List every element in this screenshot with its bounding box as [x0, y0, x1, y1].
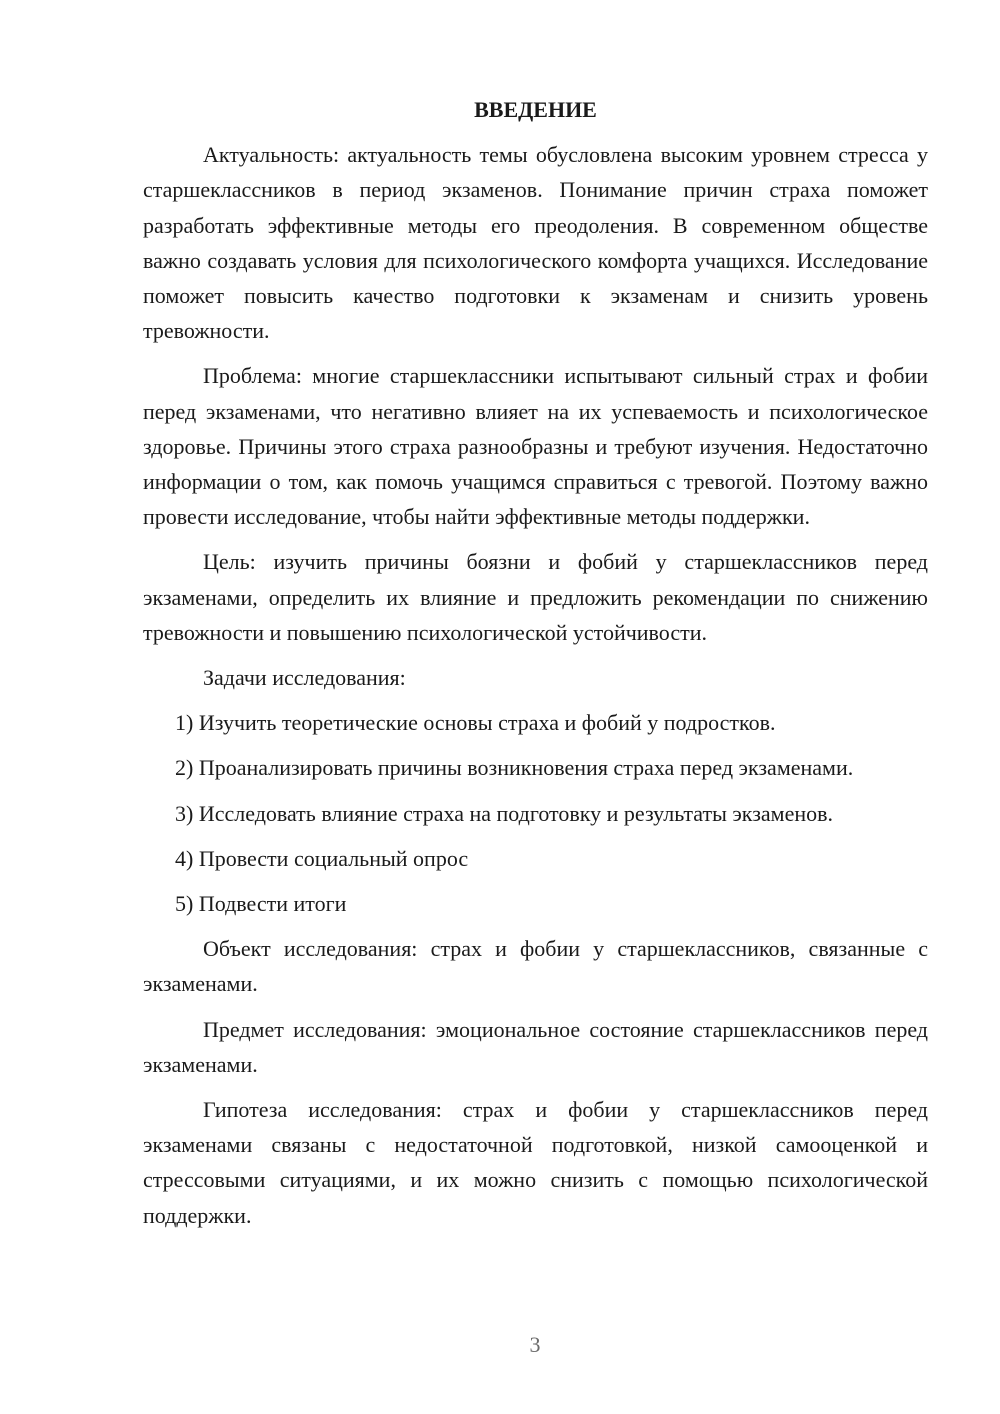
page-content [143, 92, 928, 1243]
task-item-2: 2) Проанализировать причины возникновения страха перед экзаменами. [175, 755, 854, 781]
paragraph-hypothesis: Гипотеза исследования: страх и фобии у старшеклассников перед экзаменами связаны с недостаточной подготовкой, низкой самооценкой и стрессовыми ситуациями, и их можно снизить с помощью психологической поддержки. [143, 1097, 928, 1228]
paragraph-object: Объект исследования: страх и фобии у старшеклассников, связанные с экзаменами. [143, 936, 928, 997]
paragraph-problem: Проблема: многие старшеклассники испытывают сильный страх и фобии перед экзаменами, что негативно влияет на их успеваемость и психологическое здоровье. Причины этого страха разнообразны и требуют изучения. Недостаточно информации о том, как помочь учащимся справиться с тревогой. Поэтому важно провести исследование, чтобы найти эффективные методы поддержки. [143, 363, 928, 530]
paragraph-goal: Цель: изучить причины боязни и фобий у старшеклассников перед экзаменами, определить их влияние и предложить рекомендации по снижению тревожности и повышению психологической устойчивости. [143, 549, 928, 645]
section-title: ВВЕДЕНИЕ [474, 97, 597, 122]
paragraph-relevance: Актуальность: актуальность темы обусловлена высоким уровнем стресса у старшеклассников в период экзаменов. Понимание причин страха поможет разработать эффективные методы его преодоления. В современном обществе важно создавать условия для психологического комфорта учащихся. Исследование поможет повысить качество подготовки к экзаменам и снизить уровень тревожности. [143, 142, 928, 344]
task-item-1: 1) Изучить теоретические основы страха и фобий у подростков. [175, 710, 776, 736]
tasks-heading: Задачи исследования: [203, 665, 406, 691]
page-number: 3 [529, 1332, 541, 1357]
task-item-5: 5) Подвести итоги [175, 891, 347, 917]
paragraph-subject: Предмет исследования: эмоциональное состояние старшеклассников перед экзаменами. [143, 1016, 928, 1077]
task-item-3: 3) Исследовать влияние страха на подготовку и результаты экзаменов. [175, 800, 834, 826]
task-item-4: 4) Провести социальный опрос [175, 845, 469, 871]
